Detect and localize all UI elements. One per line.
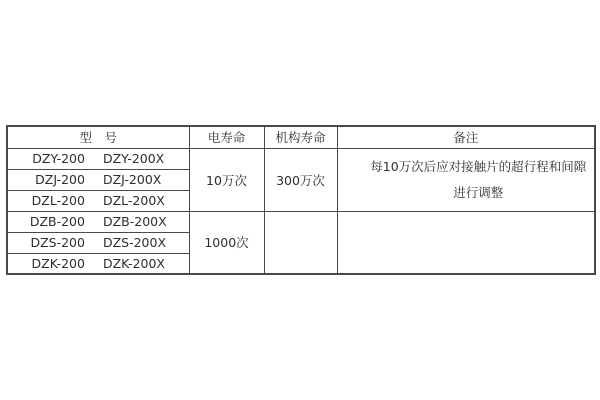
model-cell — [7, 211, 189, 232]
model-code: DZK-200 — [31, 255, 85, 271]
remark-line: 进行调整 — [453, 185, 504, 200]
model-cell — [7, 232, 189, 253]
model-code: DZB-200 — [29, 214, 85, 229]
model-code: DZY-200X — [102, 151, 165, 166]
electrical-life-cell: 1000次 — [189, 211, 264, 274]
model-cell — [7, 148, 189, 169]
table-row-dzb — [7, 211, 595, 232]
model-code: DZS-200X — [102, 235, 167, 250]
remarks-cell — [337, 148, 595, 211]
remarks-cell — [337, 211, 595, 274]
model-cell — [7, 190, 189, 211]
model-code: DZB-200X — [102, 214, 167, 229]
header-cell-remarks: 备注 — [337, 126, 595, 148]
model-code: DZJ-200 — [35, 172, 85, 187]
model-code: DZL-200X — [102, 193, 165, 208]
model-cell — [7, 169, 189, 190]
model-code: DZJ-200X — [102, 172, 162, 187]
mechanism-life-cell — [264, 211, 337, 274]
header-cell-electrical-life: 电寿命 — [189, 126, 264, 148]
header-row — [7, 126, 595, 148]
header-cell-model: 型 号 — [7, 126, 189, 148]
table-row-dzy — [7, 148, 595, 169]
electrical-life-cell: 10万次 — [189, 148, 264, 211]
mechanism-life-cell: 300万次 — [264, 148, 337, 211]
model-code: DZL-200 — [31, 193, 85, 208]
model-code: DZS-200 — [30, 235, 85, 250]
model-code: DZY-200 — [32, 151, 85, 166]
remark-line: 每10万次后应对接触片的超行程和间隙 — [370, 159, 587, 174]
model-code: DZK-200X — [102, 255, 165, 271]
header-cell-mechanism-life: 机构寿命 — [264, 126, 337, 148]
model-cell — [7, 253, 189, 274]
relay-spec-table — [6, 125, 596, 275]
